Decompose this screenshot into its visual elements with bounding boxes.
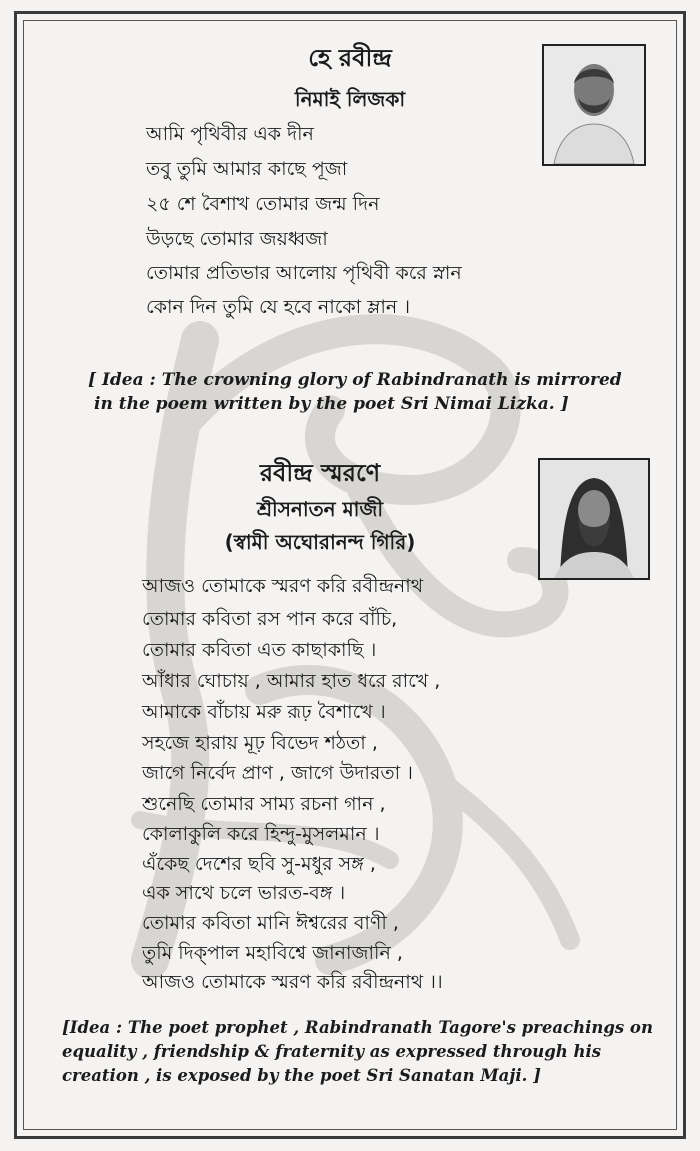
poem2-line-4: আঁধার ঘোচায় , আমার হাত ধরে রাখে , — [142, 670, 441, 692]
poem2-line-6: সহজে হারায় মূঢ় বিভেদ শঠতা , — [142, 732, 378, 754]
poem1-line-3: ২৫ শে বৈশাখ তোমার জন্ম দিন — [146, 193, 380, 215]
poem2-line-10: এঁকেছ দেশের ছবি সু-মধুর সঙ্গ , — [142, 853, 376, 875]
poem2-line-14: আজও তোমাকে স্মরণ করি রবীন্দ্রনাথ ।। — [142, 971, 443, 993]
poem2-author-photo — [538, 458, 650, 580]
poem1-title: হে রবীন্দ্র — [308, 44, 392, 72]
poem1-author-photo — [542, 44, 646, 166]
poem1-idea-line-2: in the poem written by the poet Sri Nimai Lizka. ] — [94, 394, 569, 414]
poem2-line-9: কোলাকুলি করে হিন্দু-মুসলমান । — [142, 823, 380, 845]
poem1-line-2: তবু তুমি আমার কাছে পূজা — [146, 158, 348, 180]
poem2-line-1: আজও তোমাকে স্মরণ করি রবীন্দ্রনাথ — [142, 575, 424, 597]
poem2-author: শ্রীসনাতন মাজী — [256, 497, 384, 521]
poem2-line-3: তোমার কবিতা এত কাছাকাছি । — [142, 639, 377, 661]
poem2-line-12: তোমার কবিতা মানি ঈশ্বরের বাণী , — [142, 912, 399, 934]
poem2-line-7: জাগে নির্বেদ প্রাণ , জাগে উদারতা । — [142, 762, 413, 784]
poem2-line-8: শুনেছি তোমার সাম্য রচনা গান , — [142, 793, 386, 815]
poem2-idea-line-2: equality , friendship & fraternity as expressed through his — [62, 1042, 602, 1061]
portrait-photo-bearded-icon — [540, 460, 648, 578]
poem2-idea-line-1: [Idea : The poet prophet , Rabindranath Tagore's preachings on — [62, 1018, 653, 1037]
poem2-title: রবীন্দ্র স্মরণে — [259, 459, 381, 487]
poem1-line-5: তোমার প্রতিভার আলোয় পৃথিবী করে স্নান — [146, 262, 462, 284]
poem1-author: নিমাই লিজকা — [294, 87, 406, 111]
poem2-idea-line-3: creation , is exposed by the poet Sri Sanatan Maji. ] — [62, 1066, 541, 1085]
poem1-line-6: কোন দিন তুমি যে হবে নাকো ম্লান । — [146, 296, 411, 318]
poem2-idea-note — [62, 1016, 653, 1088]
poem1-line-4: উড়ছে তোমার জয়ধ্বজা — [146, 228, 328, 250]
poem2-author-alias: (স্বামী অঘোরানন্দ গিরি) — [224, 530, 416, 554]
poem2-line-11: এক সাথে চলে ভারত-বঙ্গ । — [142, 882, 346, 904]
portrait-photo-icon — [544, 46, 644, 164]
poem1-idea-note — [88, 368, 622, 416]
poem1-idea-line-1: [ Idea : The crowning glory of Rabindranath is mirrored — [88, 370, 622, 390]
poem2-line-2: তোমার কবিতা রস পান করে বাঁচি, — [142, 608, 398, 630]
poem1-line-1: আমি পৃথিবীর এক দীন — [146, 123, 314, 145]
poem2-line-5: আমাকে বাঁচায় মরু রূঢ় বৈশাখে । — [142, 701, 386, 723]
poem2-line-13: তুমি দিক্পাল মহাবিশ্বে জানাজানি , — [142, 942, 403, 964]
